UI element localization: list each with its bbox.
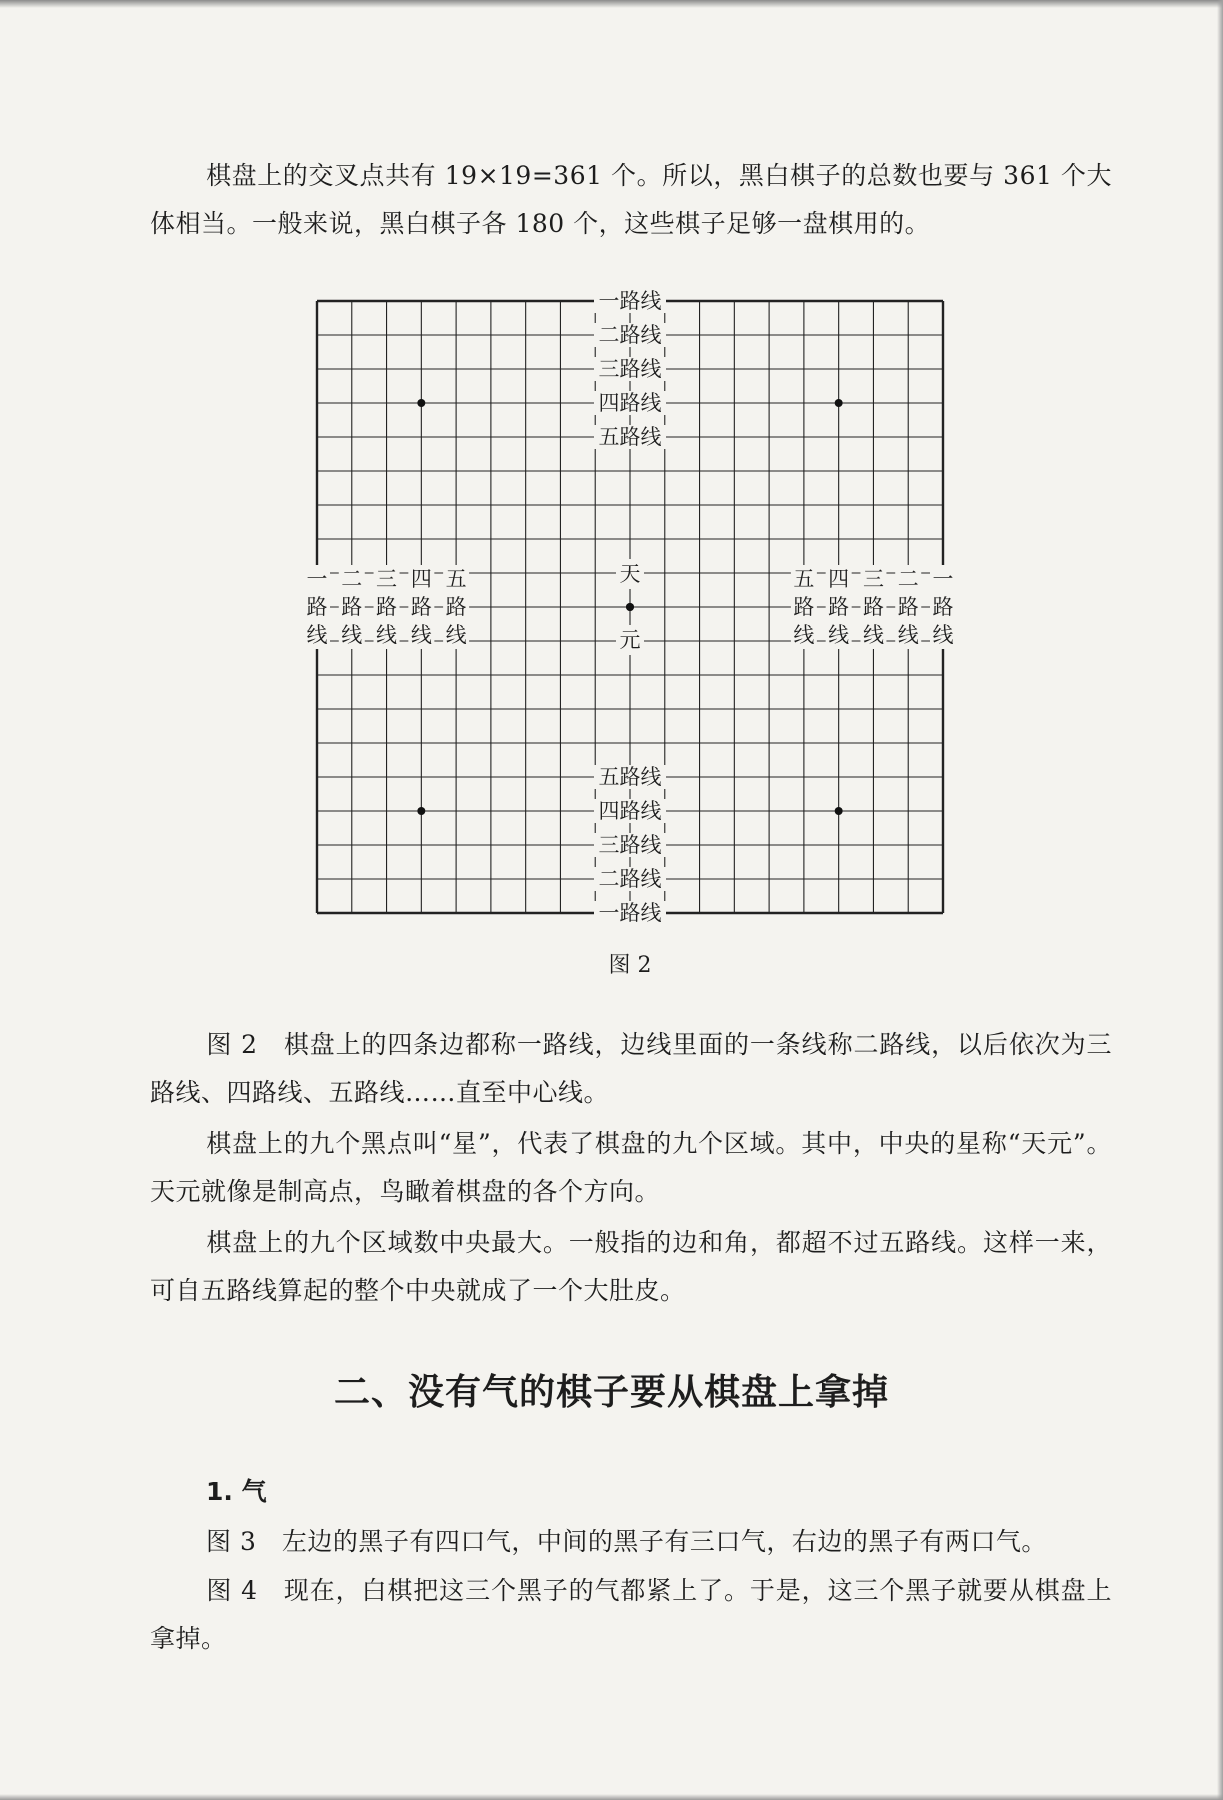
left-line-label: 线 [445,623,467,647]
bottom-line-label: 三路线 [598,833,662,857]
paragraph-figure2 [150,1021,1112,1117]
tengen-point [626,603,634,611]
left-line-label: 线 [341,623,363,647]
star-point [835,807,843,815]
bottom-line-label: 一路线 [598,901,662,925]
right-line-label: 三 [862,567,884,591]
subheading-liberty: 1. 气 [206,1477,267,1506]
right-line-label: 路 [932,595,954,619]
left-line-label: 路 [341,595,363,619]
left-line-label: 二 [341,567,363,591]
right-line-label: 二 [897,567,919,591]
bottom-line-label: 四路线 [598,799,662,823]
tengen-label-bottom: 元 [619,628,641,652]
right-line-label: 五 [793,567,815,591]
star-point [417,807,425,815]
paragraph-text: 图 3 左边的黑子有四口气，中间的黑子有三口气，右边的黑子有两口气。 [206,1527,1047,1556]
right-line-label: 线 [897,623,919,647]
paragraph-text: 棋盘上的九个黑点叫“星”，代表了棋盘的九个区域。其中，中央的星称“天元”。天元就像是制高点，鸟瞰着棋盘的各个方向。 [150,1129,1112,1206]
top-line-label: 三路线 [598,357,662,381]
top-line-label: 四路线 [598,391,662,415]
left-line-label: 线 [410,623,432,647]
right-line-label: 线 [828,623,850,647]
paragraph-figure3 [150,1518,1112,1566]
right-line-label: 路 [862,595,884,619]
right-line-label: 路 [793,595,815,619]
left-line-label: 路 [445,595,467,619]
left-line-label: 五 [445,567,467,591]
right-line-label: 线 [932,623,954,647]
right-line-label: 线 [862,623,884,647]
paragraph-stars [150,1120,1112,1216]
paragraph-figure4 [150,1567,1112,1663]
star-point [835,399,843,407]
top-line-label: 五路线 [598,425,662,449]
right-line-label: 四 [828,567,850,591]
left-line-label: 路 [306,595,328,619]
left-line-label: 线 [306,623,328,647]
paragraph-text: 棋盘上的交叉点共有 19×19=361 个。所以，黑白棋子的总数也要与 361 个大体相当。一般来说，黑白棋子各 180 个，这些棋子足够一盘棋用的。 [150,161,1112,238]
left-line-label: 一 [306,567,328,591]
left-line-label: 路 [410,595,432,619]
top-line-label: 一路线 [598,289,662,313]
bottom-line-label: 五路线 [598,765,662,789]
paragraph-text: 图 2 棋盘上的四条边都称一路线，边线里面的一条线称二路线，以后依次为三路线、四路线、五路线……直至中心线。 [150,1030,1112,1107]
tengen-label-top: 天 [619,562,641,586]
star-point [417,399,425,407]
left-line-label: 四 [410,567,432,591]
left-line-label: 线 [376,623,398,647]
bottom-line-label: 二路线 [598,867,662,891]
left-line-label: 三 [376,567,398,591]
page-bottom-edge [0,1794,1223,1800]
figure-caption: 图 2 [608,953,652,978]
top-line-label: 二路线 [598,323,662,347]
right-line-label: 路 [828,595,850,619]
paragraph-text: 图 4 现在，白棋把这三个黑子的气都紧上了。于是，这三个黑子就要从棋盘上拿掉。 [150,1576,1112,1653]
right-line-label: 线 [793,623,815,647]
paragraph-regions [150,1219,1112,1315]
right-line-label: 路 [897,595,919,619]
paragraph-text: 棋盘上的九个区域数中央最大。一般指的边和角，都超不过五路线。这样一来，可自五路线算起的整个中央就成了一个大肚皮。 [150,1228,1112,1305]
section-title: 二、没有气的棋子要从棋盘上拿掉 [333,1372,889,1413]
right-line-label: 一 [932,567,954,591]
left-line-label: 路 [376,595,398,619]
